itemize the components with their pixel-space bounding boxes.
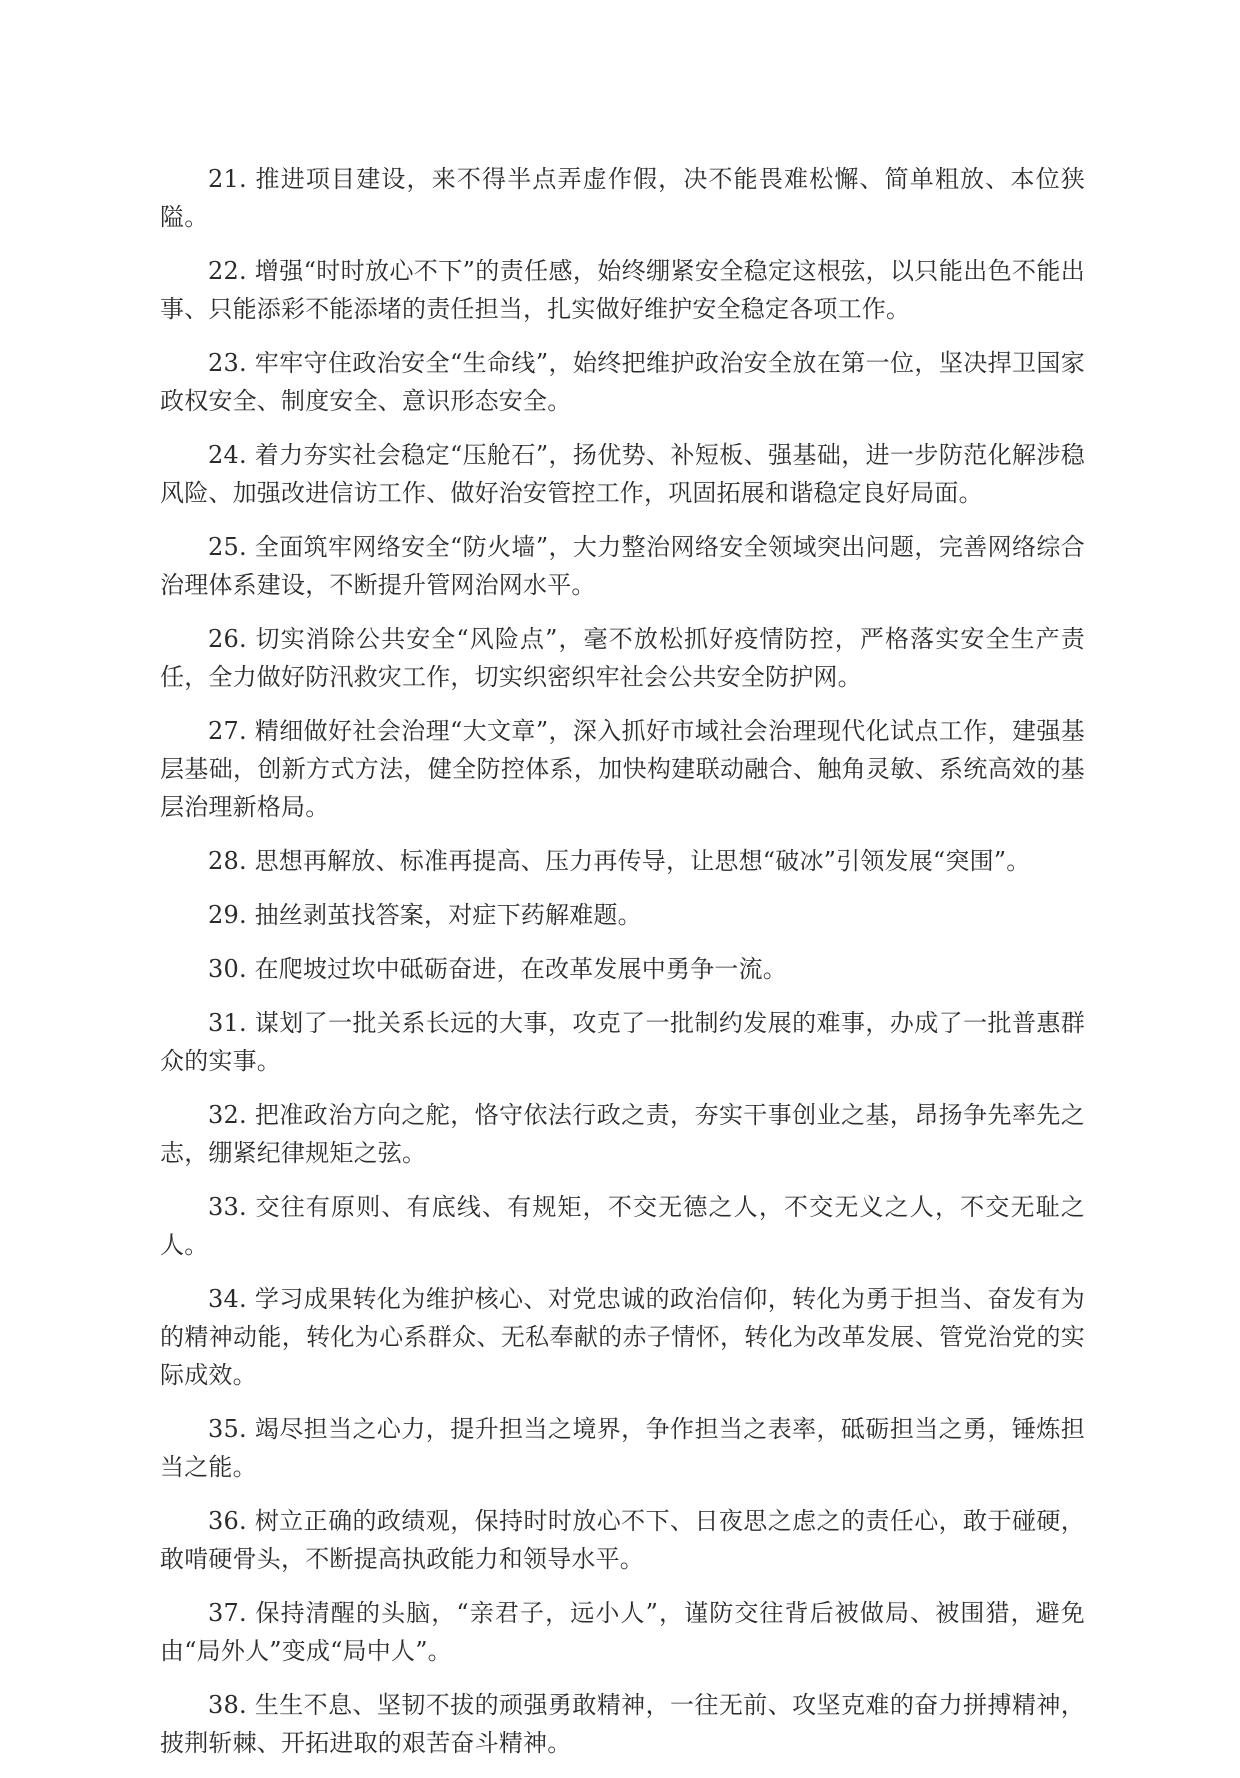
paragraph-32: 32. 把准政治方向之舵，恪守依法行政之责，夯实干事创业之基，昂扬争先率先之志，绷紧纪律规矩之弦。 (160, 1101, 1085, 1167)
paragraph-33: 33. 交往有原则、有底线、有规矩，不交无德之人，不交无义之人，不交无耻之人。 (160, 1193, 1085, 1259)
paragraph-27: 27. 精细做好社会治理“大文章”，深入抓好市域社会治理现代化试点工作，建强基层基础，创新方式方法，健全防控体系，加快构建联动融合、触角灵敏、系统高效的基层治理新格局。 (160, 717, 1085, 821)
paragraph-30: 30. 在爬坡过坎中砥砺奋进，在改革发展中勇争一流。 (208, 955, 787, 983)
paragraph-31: 31. 谋划了一批关系长远的大事，攻克了一批制约发展的难事，办成了一批普惠群众的实事。 (160, 1009, 1085, 1075)
paragraph-21: 21. 推进项目建设，来不得半点弄虚作假，决不能畏难松懈、简单粗放、本位狭隘。 (160, 165, 1085, 231)
paragraph-26: 26. 切实消除公共安全“风险点”，毫不放松抓好疫情防控，严格落实安全生产责任，全力做好防汛救灾工作，切实织密织牢社会公共安全防护网。 (160, 625, 1085, 691)
paragraph-22: 22. 增强“时时放心不下”的责任感，始终绷紧安全稳定这根弦，以只能出色不能出事、只能添彩不能添堵的责任担当，扎实做好维护安全稳定各项工作。 (160, 257, 1085, 323)
document-body (160, 160, 1085, 1778)
paragraph-35: 35. 竭尽担当之心力，提升担当之境界，争作担当之表率，砥砺担当之勇，锤炼担当之能。 (160, 1415, 1085, 1481)
paragraph-25: 25. 全面筑牢网络安全“防火墙”，大力整治网络安全领域突出问题，完善网络综合治理体系建设，不断提升管网治网水平。 (160, 533, 1085, 599)
paragraph-38: 38. 生生不息、坚韧不拔的顽强勇敢精神，一往无前、攻坚克难的奋力拼搏精神，披荆斩棘、开拓进取的艰苦奋斗精神。 (160, 1691, 1085, 1757)
paragraph-23: 23. 牢牢守住政治安全“生命线”，始终把维护政治安全放在第一位，坚决捍卫国家政权安全、制度安全、意识形态安全。 (160, 349, 1085, 415)
paragraph-36: 36. 树立正确的政绩观，保持时时放心不下、日夜思之虑之的责任心，敢于碰硬，敢啃硬骨头，不断提高执政能力和领导水平。 (160, 1507, 1085, 1573)
paragraph-24: 24. 着力夯实社会稳定“压舱石”，扬优势、补短板、强基础，进一步防范化解涉稳风险、加强改进信访工作、做好治安管控工作，巩固拓展和谐稳定良好局面。 (160, 441, 1085, 507)
paragraph-37: 37. 保持清醒的头脑，“亲君子，远小人”，谨防交往背后被做局、被围猎，避免由“局外人”变成“局中人”。 (160, 1599, 1085, 1665)
paragraph-34: 34. 学习成果转化为维护核心、对党忠诚的政治信仰，转化为勇于担当、奋发有为的精神动能，转化为心系群众、无私奉献的赤子情怀，转化为改革发展、管党治党的实际成效。 (160, 1285, 1085, 1389)
paragraph-28: 28. 思想再解放、标准再提高、压力再传导，让思想“破冰”引领发展“突围”。 (208, 847, 1031, 875)
paragraph-29: 29. 抽丝剥茧找答案，对症下药解难题。 (208, 901, 642, 929)
